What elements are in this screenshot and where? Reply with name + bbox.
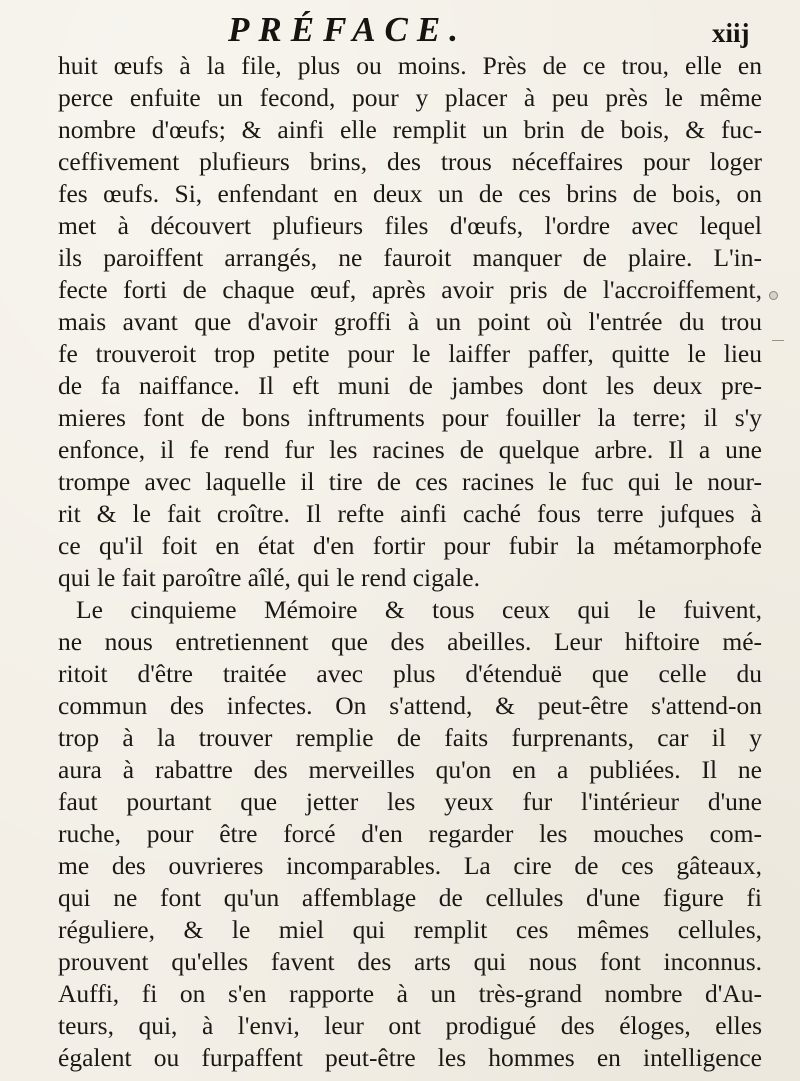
text-line: fecte forti de chaque œuf, après avoir pris de l'accroiffement,: [58, 275, 762, 304]
paragraph-start-line: Le cinquieme Mémoire & tous ceux qui le fuivent,: [76, 595, 762, 624]
running-head-title: PRÉFACE.: [228, 10, 467, 49]
text-line: mieres font de bons inftruments pour fouiller la terre; il s'y: [58, 403, 762, 432]
margin-ink-dot: [769, 291, 778, 300]
text-line: ils paroiffent arrangés, ne fauroit manquer de plaire. L'in-: [58, 243, 762, 272]
text-line: huit œufs à la file, plus ou moins. Près de ce trou, elle en: [58, 51, 762, 80]
text-line: met à découvert plufieurs files d'œufs, l'ordre avec lequel: [58, 211, 762, 240]
text-line: Auffi, fi on s'en rapporte à un très-grand nombre d'Au-: [58, 979, 762, 1008]
text-line: ritoit d'être traitée avec plus d'étenduë que celle du: [58, 659, 762, 688]
text-line: teurs, qui, à l'envi, leur ont prodigué des éloges, elles: [58, 1011, 762, 1040]
text-line: fe trouveroit trop petite pour le laiffer paffer, quitte le lieu: [58, 339, 762, 368]
text-line: trompe avec laquelle il tire de ces racines le fuc qui le nour-: [58, 467, 762, 496]
text-line: trop à la trouver remplie de faits furprenants, car il y: [58, 723, 762, 752]
text-line: réguliere, & le miel qui remplit ces mêmes cellules,: [58, 915, 762, 944]
text-line: de fa naiffance. Il eft muni de jambes dont les deux pre-: [58, 371, 762, 400]
text-line: enfonce, il fe rend fur les racines de quelque arbre. Il a une: [58, 435, 762, 464]
text-line: égalent ou furpaffent peut-être les hommes en intelligence: [58, 1043, 762, 1072]
text-line: ruche, pour être forcé d'en regarder les mouches com-: [58, 819, 762, 848]
text-line: mais avant que d'avoir groffi à un point où l'entrée du trou: [58, 307, 762, 336]
text-line: ce qu'il foit en état d'en fortir pour fubir la métamorphofe: [58, 531, 762, 560]
text-line: prouvent qu'elles favent des arts qui nous font inconnus.: [58, 947, 762, 976]
body-text: [58, 50, 762, 1074]
text-line: aura à rabattre des merveilles qu'on en a publiées. Il ne: [58, 755, 762, 784]
text-line: ne nous entretiennent que des abeilles. Leur hiftoire mé-: [58, 627, 762, 656]
margin-ink-mark: [772, 340, 784, 341]
paragraph-end-line: qui le fait paroître aîlé, qui le rend cigale.: [58, 563, 480, 592]
running-head: [0, 8, 800, 52]
text-line: nombre d'œufs; & ainfi elle remplit un brin de bois, & fuc-: [58, 115, 762, 144]
text-line: ceffivement plufieurs brins, des trous néceffaires pour loger: [58, 147, 762, 176]
text-line: faut pourtant que jetter les yeux fur l'intérieur d'une: [58, 787, 762, 816]
text-line: qui ne font qu'un affemblage de cellules d'une figure fi: [58, 883, 762, 912]
text-line: me des ouvrieres incomparables. La cire de ces gâteaux,: [58, 851, 762, 880]
text-line: commun des infectes. On s'attend, & peut-être s'attend-on: [58, 691, 762, 720]
text-line: fes œufs. Si, enfendant en deux un de ces brins de bois, on: [58, 179, 762, 208]
text-line: perce enfuite un fecond, pour y placer à peu près le même: [58, 83, 762, 112]
text-line: rit & le fait croître. Il refte ainfi caché fous terre jufques à: [58, 499, 762, 528]
page-number: xiij: [712, 18, 750, 48]
